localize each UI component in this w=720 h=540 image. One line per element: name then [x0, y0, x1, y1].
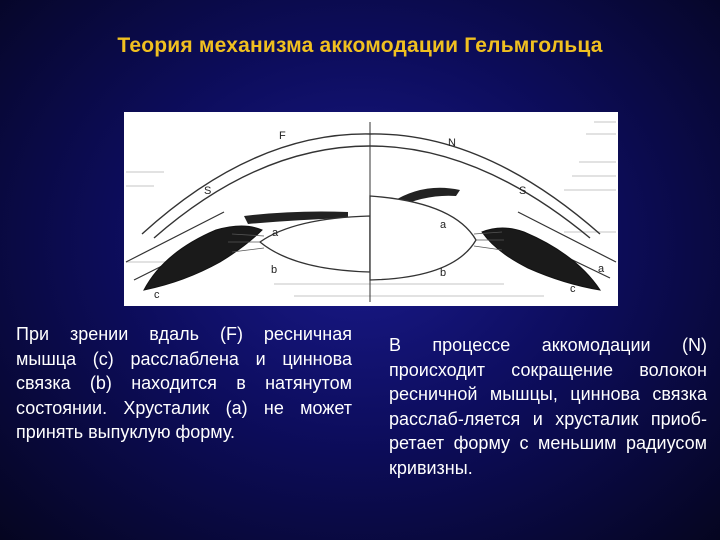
lens-right-convex [370, 196, 476, 280]
label-a-left: a [272, 227, 279, 239]
accommodation-description: В процессе аккомодации (N) происходит сокращение волокон ресничной мышцы, циннова связка расслаб-ляется и хрусталик приоб-ретает форму с меньшим радиусом кривизны. [389, 335, 707, 478]
far-vision-description: При зрении вдаль (F) ресничная мышца (с) расслаблена и циннова связка (b) находится в натянутом состоянии. Хрусталик (а) не может принять выпуклую форму. [16, 324, 352, 442]
ciliary-muscle-right [482, 228, 600, 290]
label-F: F [279, 130, 286, 142]
label-S-left: S [204, 185, 212, 197]
label-a-right: a [440, 219, 447, 231]
label-c-right: c [570, 283, 576, 295]
label-b-left: b [271, 264, 278, 276]
label-a-far-right: a [598, 263, 605, 275]
label-N: N [448, 137, 456, 149]
label-S-right: S [519, 185, 527, 197]
label-c-left: c [154, 289, 160, 301]
eye-cross-section-drawing [124, 112, 618, 306]
accommodation-diagram [124, 112, 618, 306]
slide-title: Теория механизма аккомодации Гельмгольца [117, 34, 603, 57]
label-b-right: b [440, 267, 447, 279]
ciliary-muscle-left [144, 226, 262, 290]
